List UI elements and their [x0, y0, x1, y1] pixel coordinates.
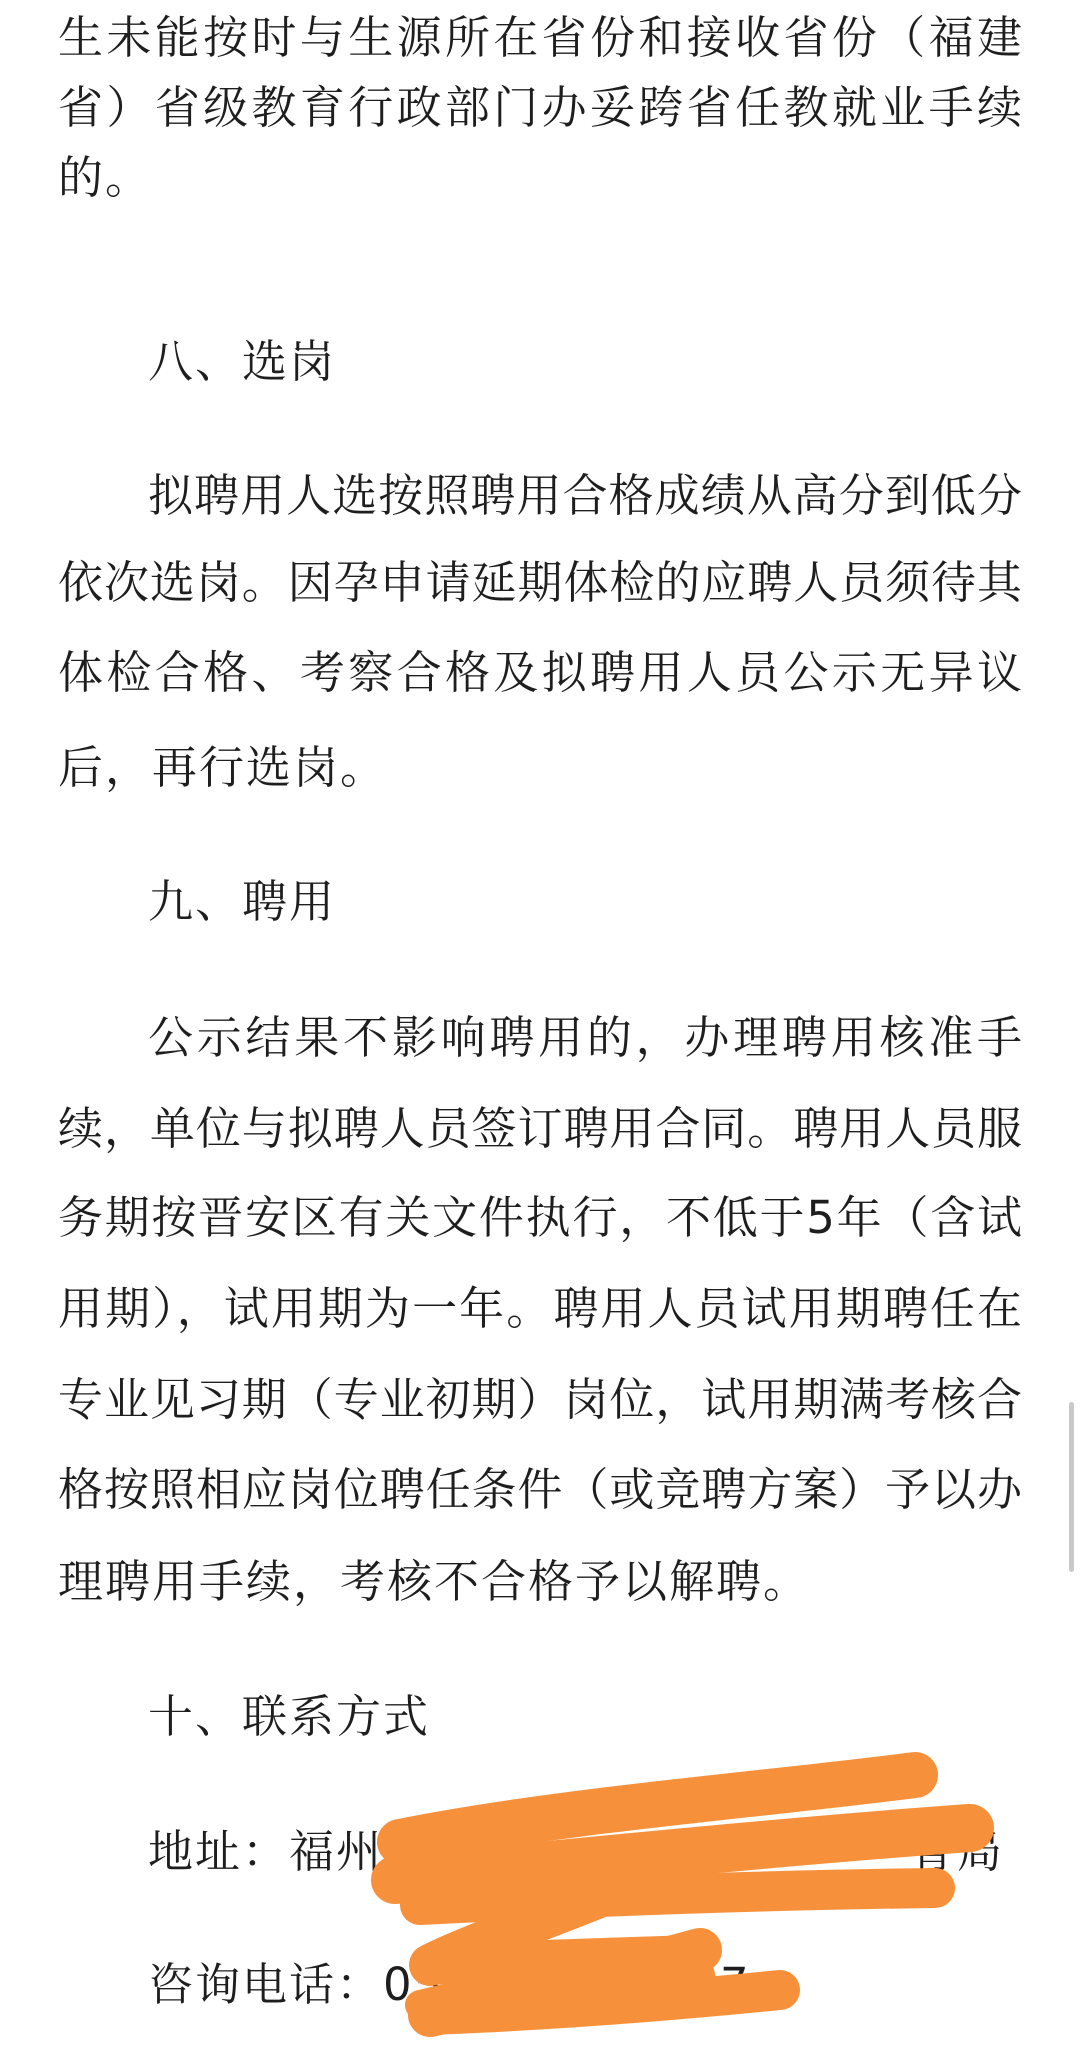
contact-address-end: 育局: [910, 1825, 1005, 1878]
contact-phone-start: 咨询电话：05: [148, 1958, 445, 2011]
paragraph-line: 续，单位与拟聘人员签订聘用合同。聘用人员服: [58, 1102, 1022, 1155]
paragraph-line: 务期按晋安区有关文件执行，不低于5年（含试: [58, 1191, 1022, 1244]
paragraph-line: 专业见习期（专业初期）岗位，试用期满考核合: [58, 1373, 1022, 1426]
paragraph-line: 省）省级教育行政部门办妥跨省任教就业手续: [58, 81, 1022, 134]
paragraph-line: 用期），试用期为一年。聘用人员试用期聘任在: [58, 1282, 1022, 1335]
paragraph-line: 理聘用手续，考核不合格予以解聘。: [58, 1555, 811, 1608]
paragraph-line: 依次选岗。因孕申请延期体检的应聘人员须待其: [58, 556, 1022, 609]
paragraph-line: 生未能按时与生源所在省份和接收省份（福建: [58, 11, 1022, 64]
paragraph-line: 的。: [58, 151, 153, 204]
contact-address-start: 地址：福州: [148, 1825, 384, 1878]
paragraph-line: 拟聘用人选按照聘用合格成绩从高分到低分: [148, 469, 1022, 522]
paragraph-line: 格按照相应岗位聘任条件（或竞聘方案）予以办: [58, 1463, 1022, 1516]
contact-phone-end: 7: [720, 1958, 751, 2011]
paragraph-line: 体检合格、考察合格及拟聘用人员公示无异议: [58, 646, 1022, 699]
section-heading-8: 八、选岗: [148, 335, 337, 388]
section-heading-10: 十、联系方式: [148, 1690, 431, 1743]
scrollbar-thumb[interactable]: [1069, 1402, 1074, 1572]
section-heading-9: 九、聘用: [148, 875, 337, 928]
paragraph-line: 后，再行选岗。: [58, 741, 388, 794]
paragraph-line: 公示结果不影响聘用的，办理聘用核准手: [148, 1011, 1022, 1064]
